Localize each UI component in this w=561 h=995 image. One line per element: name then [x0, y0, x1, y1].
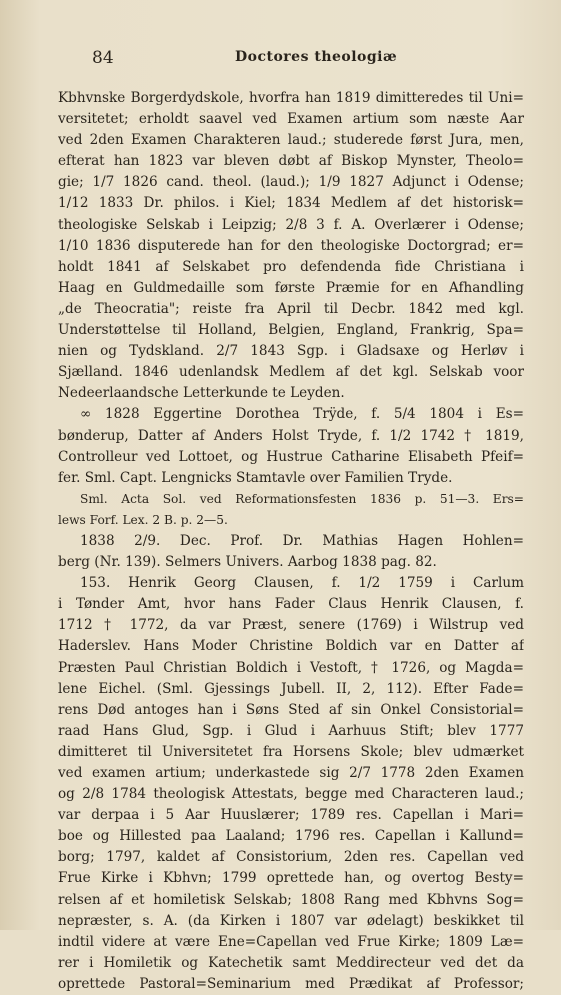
- text-line: rens Død antoges han i Søns Sted af sin Onkel Consistorial=: [58, 701, 524, 718]
- text-line: Haderslev. Hans Moder Christine Boldich var en Datter af: [58, 638, 524, 655]
- text-line: lews Forf. Lex. 2 B. p. 2—5.: [58, 512, 228, 527]
- text-line: „de Theocratia"; reiste fra April til Decbr. 1842 med kgl.: [58, 300, 524, 317]
- text-line: efterat han 1823 var bleven døbt af Biskop Mynster, Theolo=: [58, 153, 524, 170]
- text-line: nepræster, s. A. (da Kirken i 1807 var ødelagt) beskikket til: [58, 912, 524, 929]
- text-line: Haag en Guldmedaille som første Præmie for en Afhandling: [58, 279, 524, 296]
- text-line: og 2/8 1784 theologisk Attestats, begge med Characteren laud.;: [58, 786, 524, 803]
- running-head: Doctores theologiæ: [235, 49, 398, 65]
- text-line: holdt 1841 af Selskabet pro defendenda fide Christiana i: [58, 258, 524, 275]
- text-line: Sjælland. 1846 udenlandsk Medlem af det kgl. Selskab voor: [58, 364, 524, 381]
- text-line: 1838 2/9. Dec. Prof. Dr. Mathias Hagen Hohlen=: [80, 532, 524, 549]
- text-line: theologiske Selskab i Leipzig; 2/8 3 f. A. Overlærer i Odense;: [58, 216, 524, 233]
- text-line: relsen af et homiletisk Selskab; 1808 Rang med Kbhvns Sog=: [58, 891, 524, 908]
- text-line: indtil videre at være Ene=Capellan ved Frue Kirke; 1809 Læ=: [58, 933, 524, 950]
- text-line: raad Hans Glud, Sgp. i Glud i Aarhuus Stift; blev 1777: [58, 722, 524, 739]
- text-line: Sml. Acta Sol. ved Reformationsfesten 1836 p. 51—3. Ers=: [80, 491, 524, 506]
- text-line: var derpaa i 5 Aar Huuslærer; 1789 res. Capellan i Mari=: [58, 807, 524, 824]
- text-line: nien og Tydskland. 2/7 1843 Sgp. i Gladsaxe og Herløv i: [58, 343, 524, 360]
- text-line: dimitteret til Universitetet fra Horsens Skole; blev udmærket: [58, 743, 524, 760]
- text-line: 1/10 1836 disputerede han for den theologiske Doctorgrad; er=: [58, 237, 524, 254]
- text-line: i Tønder Amt, hvor hans Fader Claus Henrik Clausen, f.: [58, 596, 524, 613]
- text-line: ∞ 1828 Eggertine Dorothea Trÿde, f. 5/4 1804 i Es=: [80, 406, 524, 423]
- page-header: [92, 48, 521, 70]
- text-line: borg; 1797, kaldet af Consistorium, 2den res. Capellan ved: [58, 849, 524, 866]
- text-line: berg (Nr. 139). Selmers Univers. Aarbog 1838 pag. 82.: [58, 554, 437, 571]
- text-line: 1/12 1833 Dr. philos. i Kiel; 1834 Medlem af det historisk=: [58, 195, 524, 212]
- text-line: Nedeerlaandsche Letterkunde te Leyden.: [58, 385, 345, 402]
- text-line: ved examen artium; underkastede sig 2/7 1778 2den Examen: [58, 765, 524, 781]
- text-line: lene Eichel. (Sml. Gjessings Jubell. II, 2, 112). Efter Fade=: [58, 680, 524, 697]
- text-line: ved 2den Examen Charakteren laud.; studerede først Jura, men,: [58, 132, 524, 149]
- text-line: boe og Hillested paa Laaland; 1796 res. Capellan i Kallund=: [58, 828, 524, 845]
- text-line: Præsten Paul Christian Boldich i Vestoft, † 1726, og Magda=: [58, 659, 524, 676]
- text-line: Understøttelse til Holland, Belgien, England, Frankrig, Spa=: [58, 322, 524, 339]
- text-line: 1712 † 1772, da var Præst, senere (1769) i Wilstrup ved: [58, 617, 524, 634]
- text-line: fer. Sml. Capt. Lengnicks Stamtavle over Familien Tryde.: [58, 469, 453, 486]
- text-line: bønderup, Datter af Anders Holst Tryde, f. 1/2 1742 † 1819,: [58, 427, 524, 444]
- body-text: [58, 88, 524, 995]
- text-line: oprettede Pastoral=Seminarium med Prædikat af Professor;: [58, 975, 524, 992]
- text-line: 153. Henrik Georg Clausen, f. 1/2 1759 i Carlum: [80, 575, 524, 592]
- text-line: Kbhvnske Borgerdydskole, hvorfra han 1819 dimitteredes til Uni=: [58, 90, 524, 106]
- text-line: Controlleur ved Lottoet, og Hustrue Catharine Elisabeth Pfeif=: [58, 448, 524, 465]
- page-number: 84: [92, 48, 114, 68]
- text-line: gie; 1/7 1826 cand. theol. (laud.); 1/9 1827 Adjunct i Odense;: [58, 174, 524, 191]
- text-line: versitetet; erholdt saavel ved Examen artium som næste Aar: [58, 111, 524, 128]
- text-line: rer i Homiletik og Katechetik samt Meddirecteur ved det da: [58, 954, 524, 971]
- text-line: Frue Kirke i Kbhvn; 1799 oprettede han, og overtog Besty=: [58, 870, 524, 887]
